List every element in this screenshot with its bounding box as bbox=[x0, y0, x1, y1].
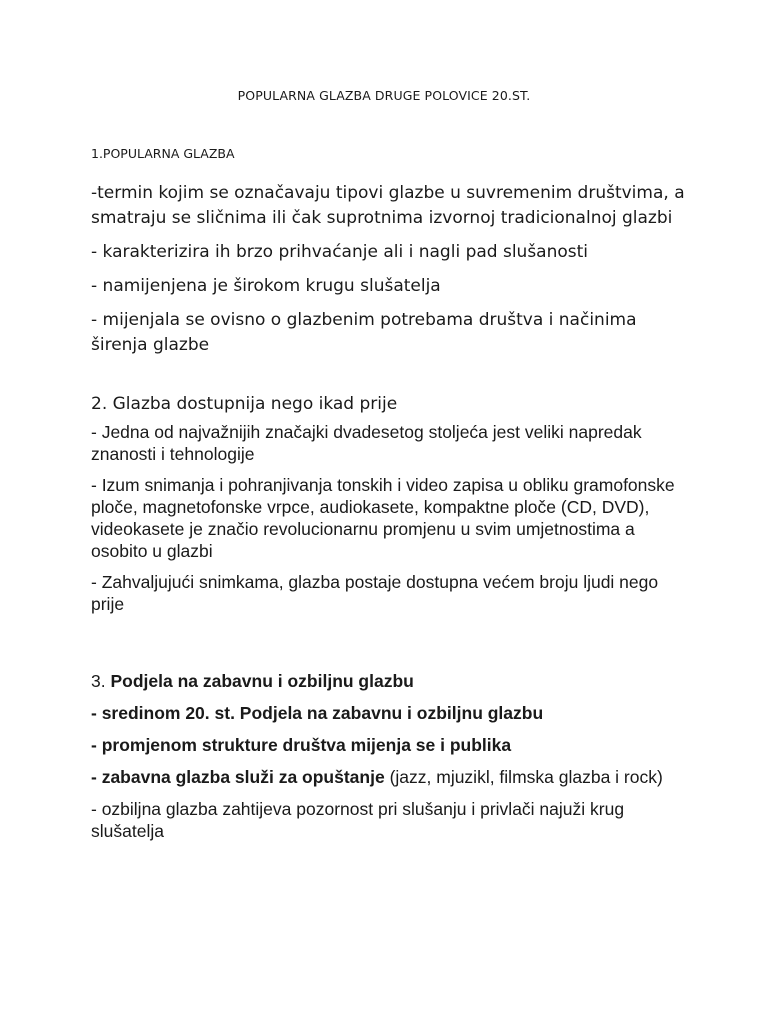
section3-item-text: - promjenom strukture društva mijenja se i publika bbox=[91, 735, 512, 755]
section3-item bbox=[91, 766, 691, 788]
section3-item-bold: - zabavna glazba služi za opuštanje bbox=[91, 767, 385, 787]
section1-item: - namijenjena je širokom krugu slušatelja bbox=[91, 276, 441, 296]
section2-item: - Izum snimanja i pohranjivanja tonskih i video zapisa u obliku gramofonske ploče, magnetofonske vrpce, audiokasete, kompaktne ploče (CD, DVD), videokasete je značio revolucionarnu promjenu u svim umjetnostima a osobito u glazbi bbox=[91, 475, 675, 561]
section3-item bbox=[91, 702, 691, 724]
section3-heading-number: 3. bbox=[91, 671, 106, 691]
section-podjela bbox=[91, 670, 691, 852]
section-glazba-dostupnija bbox=[91, 392, 691, 624]
section1-item: - mijenjala se ovisno o glazbenim potrebama društva i načinima širenja glazbe bbox=[91, 310, 637, 355]
section2-item: - Zahvaljujući snimkama, glazba postaje dostupna većem broju ljudi nego prije bbox=[91, 572, 659, 614]
document-title: POPULARNA GLAZBA DRUGE POLOVICE 20.ST. bbox=[237, 88, 531, 103]
section3-item-text: - sredinom 20. st. Podjela na zabavnu i ozbiljnu glazbu bbox=[91, 703, 544, 723]
section1-heading: 1.POPULARNA GLAZBA bbox=[91, 146, 235, 161]
section3-item: - ozbiljna glazba zahtijeva pozornost pri slušanju i privlači najuži krug slušatelja bbox=[91, 799, 625, 841]
section3-item bbox=[91, 734, 691, 756]
section1-item: - karakterizira ih brzo prihvaćanje ali i nagli pad slušanosti bbox=[91, 242, 589, 262]
section3-heading-text: Podjela na zabavnu i ozbiljnu glazbu bbox=[110, 671, 414, 691]
section3-item-rest: (jazz, mjuzikl, filmska glazba i rock) bbox=[389, 767, 663, 787]
section2-heading: 2. Glazba dostupnija nego ikad prije bbox=[91, 394, 398, 414]
section3-heading bbox=[91, 670, 691, 692]
section2-item: - Jedna od najvažnijih značajki dvadesetog stoljeća jest veliki napredak znanosti i tehnologije bbox=[91, 422, 642, 464]
section1-item: -termin kojim se označavaju tipovi glazbe u suvremenim društvima, a smatraju se sličnima ili čak suprotnima izvornoj tradicionalnoj glazbi bbox=[91, 183, 685, 228]
section-popularna-glazba bbox=[91, 141, 691, 367]
